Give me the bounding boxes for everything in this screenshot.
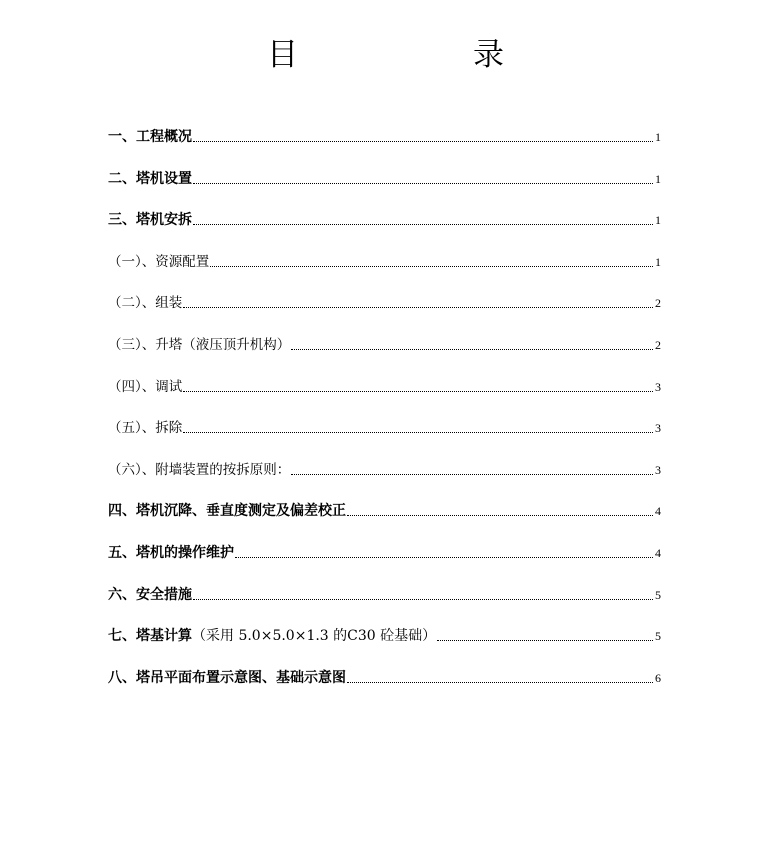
dot-leader [437,640,653,641]
entry-text: （四）、调试 [108,379,183,395]
entry-text: 二、塔机设置 [108,171,192,187]
entry-text-main: 七、塔基计算 [108,628,192,644]
page-number: 1 [655,172,661,186]
toc-entry-2[interactable] [108,168,661,188]
page-number: 3 [655,380,661,394]
toc-entry-3-1[interactable] [108,251,661,271]
toc-entry-7[interactable] [108,625,661,645]
entry-text: （一）、资源配置 [108,254,210,270]
entry-text: （六）、附墙装置的按拆原则： [108,462,291,478]
toc-entry-3[interactable] [108,209,661,229]
dot-leader [193,224,653,225]
dot-leader [193,183,653,184]
dot-leader [347,515,653,516]
dot-leader [291,349,653,350]
page-number: 1 [655,130,661,144]
page-number: 3 [655,463,661,477]
toc-entry-4[interactable] [108,500,661,520]
dot-leader [235,557,653,558]
toc-entry-3-5[interactable] [108,417,661,437]
entry-text: 一、工程概况 [108,129,192,145]
toc-entry-1[interactable] [108,126,661,146]
toc-entry-3-6[interactable] [108,459,661,479]
page-number: 5 [655,629,661,643]
page-number: 5 [655,588,661,602]
toc-entry-6[interactable] [108,584,661,604]
toc-entry-3-3[interactable] [108,334,661,354]
dot-leader [183,391,653,392]
page-number: 6 [655,671,661,685]
entry-text: 四、塔机沉降、垂直度测定及偏差校正 [108,503,346,519]
entry-text: 三、塔机安拆 [108,212,192,228]
page-number: 1 [655,213,661,227]
toc-entry-3-4[interactable] [108,376,661,396]
title-char-1: 目 [267,37,298,73]
toc-entry-8[interactable] [108,667,661,687]
page-number: 1 [655,255,661,269]
page-number: 4 [655,504,661,518]
dot-leader [347,682,653,683]
dot-leader [291,474,653,475]
entry-text [108,627,436,645]
toc-entry-5[interactable] [108,542,661,562]
page-number: 4 [655,546,661,560]
entry-text: 六、安全措施 [108,587,192,603]
dot-leader [183,432,653,433]
entry-text: 八、塔吊平面布置示意图、基础示意图 [108,670,346,686]
dot-leader [193,141,653,142]
dot-leader [183,307,653,308]
entry-text: （二）、组装 [108,295,183,311]
page-number: 2 [655,296,661,310]
toc-entry-3-2[interactable] [108,292,661,312]
toc-title [0,30,779,80]
entry-text: 五、塔机的操作维护 [108,545,234,561]
page-number: 3 [655,421,661,435]
dot-leader [210,266,653,267]
entry-text: （五）、拆除 [108,420,183,436]
page-number: 2 [655,338,661,352]
entry-text-suffix: （采用 5.0×5.0×1.3 的C30 砼基础） [192,628,437,644]
dot-leader [193,599,653,600]
entry-text: （三）、升塔（液压顶升机构） [108,337,291,353]
title-char-2: 录 [473,37,504,73]
